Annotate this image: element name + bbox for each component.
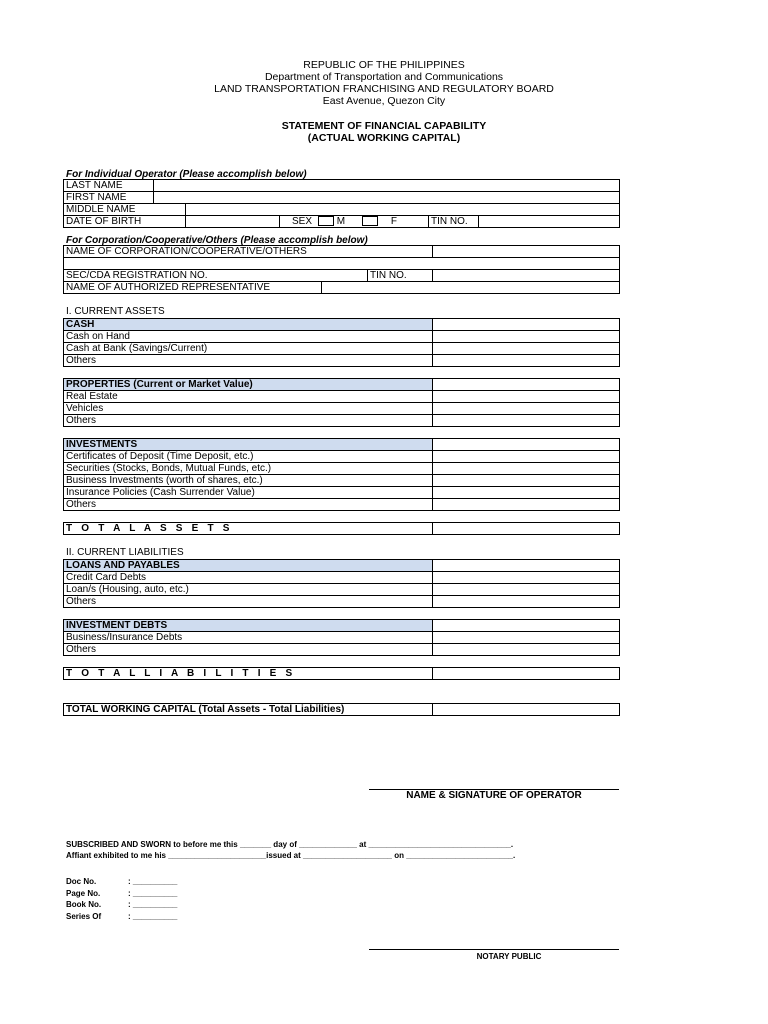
cash-at-bank-label: Cash at Bank (Savings/Current) xyxy=(64,343,433,355)
loans-others-label: Others xyxy=(64,596,433,608)
table-row xyxy=(64,632,620,644)
table-row xyxy=(64,668,620,680)
middle-name-label: MIDDLE NAME xyxy=(64,204,186,216)
debts-others-label: Others xyxy=(64,644,433,656)
vehicles-value[interactable] xyxy=(433,403,620,415)
table-row xyxy=(64,584,620,596)
table-row xyxy=(64,704,620,716)
first-name-label: FIRST NAME xyxy=(64,192,154,204)
table-row xyxy=(64,403,620,415)
cash-at-bank-value[interactable] xyxy=(433,343,620,355)
table-row xyxy=(64,463,620,475)
table-row xyxy=(64,439,620,451)
table-row xyxy=(64,204,620,216)
male-checkbox[interactable] xyxy=(318,216,334,226)
credit-card-label: Credit Card Debts xyxy=(64,572,433,584)
page-no-label: Page No. xyxy=(66,889,101,898)
table-row xyxy=(64,216,620,228)
working-capital-table xyxy=(63,703,620,716)
corporation-name-field[interactable] xyxy=(433,246,620,258)
series-label: Series Of xyxy=(66,912,102,921)
table-row xyxy=(64,644,620,656)
loans-table xyxy=(63,559,620,608)
total-assets-value[interactable] xyxy=(433,523,620,535)
insurance-policies-label: Insurance Policies (Cash Surrender Value) xyxy=(64,487,433,499)
loans-others-value[interactable] xyxy=(433,596,620,608)
investment-debts-table xyxy=(63,619,620,656)
investments-others-value[interactable] xyxy=(433,499,620,511)
affiant-text: Affiant exhibited to me his ______________________issued at ____________________ on ________________________. xyxy=(66,851,516,860)
corp-tin-label: TIN NO. xyxy=(368,270,433,282)
table-row xyxy=(64,343,620,355)
table-row xyxy=(64,523,620,535)
doc-no-field: : __________ xyxy=(128,877,178,886)
corp-tin-field[interactable] xyxy=(433,270,620,282)
book-no-label: Book No. xyxy=(66,900,102,909)
corporation-section-heading: For Corporation/Cooperative/Others (Please accomplish below) xyxy=(66,235,368,246)
sex-label: SEX xyxy=(292,216,313,227)
table-row xyxy=(64,451,620,463)
real-estate-value[interactable] xyxy=(433,391,620,403)
corporation-name-label: NAME OF CORPORATION/COOPERATIVE/OTHERS xyxy=(64,246,433,258)
investment-debts-header: INVESTMENT DEBTS xyxy=(64,620,433,632)
business-investments-value[interactable] xyxy=(433,475,620,487)
doc-no-label: Doc No. xyxy=(66,877,97,886)
cash-others-label: Others xyxy=(64,355,433,367)
cash-on-hand-label: Cash on Hand xyxy=(64,331,433,343)
header-address: East Avenue, Quezon City xyxy=(322,95,446,107)
certificates-label: Certificates of Deposit (Time Deposit, etc.) xyxy=(64,451,433,463)
investments-table xyxy=(63,438,620,511)
table-row xyxy=(64,331,620,343)
properties-header: PROPERTIES (Current or Market Value) xyxy=(64,379,433,391)
real-estate-label: Real Estate xyxy=(64,391,433,403)
business-insurance-debts-label: Business/Insurance Debts xyxy=(64,632,433,644)
current-assets-heading: I. CURRENT ASSETS xyxy=(66,306,165,317)
book-no-field: : __________ xyxy=(128,900,178,909)
middle-name-field[interactable] xyxy=(186,204,620,216)
cash-table xyxy=(63,318,620,367)
table-row xyxy=(64,560,620,572)
table-row xyxy=(64,596,620,608)
cash-others-value[interactable] xyxy=(433,355,620,367)
table-row xyxy=(64,246,620,258)
female-checkbox[interactable] xyxy=(362,216,378,226)
table-row xyxy=(64,391,620,403)
dob-label: DATE OF BIRTH xyxy=(64,216,186,228)
cash-on-hand-value[interactable] xyxy=(433,331,620,343)
vehicles-label: Vehicles xyxy=(64,403,433,415)
total-assets-table xyxy=(63,522,620,535)
sex-cell xyxy=(280,216,429,228)
first-name-field[interactable] xyxy=(154,192,620,204)
loans-label: Loan/s (Housing, auto, etc.) xyxy=(64,584,433,596)
securities-value[interactable] xyxy=(433,463,620,475)
notary-label: NOTARY PUBLIC xyxy=(476,952,542,961)
total-liabilities-label: T O T A L L I A B I L I T I E S xyxy=(64,668,433,680)
authorized-rep-field[interactable] xyxy=(322,282,620,294)
table-row xyxy=(64,319,620,331)
insurance-policies-value[interactable] xyxy=(433,487,620,499)
working-capital-value[interactable] xyxy=(433,704,620,716)
dob-field[interactable] xyxy=(186,216,280,228)
table-row xyxy=(64,415,620,427)
individual-section-heading: For Individual Operator (Please accomplish below) xyxy=(66,169,307,180)
loans-value[interactable] xyxy=(433,584,620,596)
tin-label: TIN NO. xyxy=(429,216,479,228)
header-agency: LAND TRANSPORTATION FRANCHISING AND REGULATORY BOARD xyxy=(214,83,554,95)
table-row xyxy=(64,572,620,584)
table-row xyxy=(64,355,620,367)
corporation-table xyxy=(63,245,620,294)
certificates-value[interactable] xyxy=(433,451,620,463)
credit-card-value[interactable] xyxy=(433,572,620,584)
business-investments-label: Business Investments (worth of shares, etc.) xyxy=(64,475,433,487)
total-assets-label: T O T A L A S S E T S xyxy=(64,523,433,535)
notary-line xyxy=(369,949,619,950)
table-row xyxy=(64,180,620,192)
header-republic: REPUBLIC OF THE PHILIPPINES xyxy=(303,59,465,71)
last-name-label: LAST NAME xyxy=(64,180,154,192)
signature-label: NAME & SIGNATURE OF OPERATOR xyxy=(406,790,582,801)
table-row xyxy=(64,379,620,391)
table-row xyxy=(64,270,620,282)
sec-registration-label: SEC/CDA REGISTRATION NO. xyxy=(64,270,368,282)
table-row xyxy=(64,282,620,294)
securities-label: Securities (Stocks, Bonds, Mutual Funds, etc.) xyxy=(64,463,433,475)
loans-header: LOANS AND PAYABLES xyxy=(64,560,433,572)
investments-header: INVESTMENTS xyxy=(64,439,433,451)
document-subtitle: (ACTUAL WORKING CAPITAL) xyxy=(307,132,461,144)
working-capital-label: TOTAL WORKING CAPITAL (Total Assets - Total Liabilities) xyxy=(64,704,433,716)
total-liabilities-table xyxy=(63,667,620,680)
tin-field[interactable] xyxy=(479,216,620,228)
document-title: STATEMENT OF FINANCIAL CAPABILITY xyxy=(281,120,487,132)
current-liabilities-heading: II. CURRENT LIABILITIES xyxy=(66,547,184,558)
table-row xyxy=(64,192,620,204)
business-insurance-debts-value[interactable] xyxy=(433,632,620,644)
total-liabilities-value[interactable] xyxy=(433,668,620,680)
investments-others-label: Others xyxy=(64,499,433,511)
properties-table xyxy=(63,378,620,427)
male-label: M xyxy=(336,216,346,227)
page-no-field: : __________ xyxy=(128,889,178,898)
series-field: : __________ xyxy=(128,912,178,921)
last-name-field[interactable] xyxy=(154,180,620,192)
properties-others-label: Others xyxy=(64,415,433,427)
header-department: Department of Transportation and Communications xyxy=(264,71,504,83)
table-row xyxy=(64,475,620,487)
female-label: F xyxy=(390,216,398,227)
subscribed-sworn-text: SUBSCRIBED AND SWORN to before me this _______ day of _____________ at ________________________________. xyxy=(66,840,514,849)
cash-header: CASH xyxy=(64,319,433,331)
authorized-rep-label: NAME OF AUTHORIZED REPRESENTATIVE xyxy=(64,282,322,294)
debts-others-value[interactable] xyxy=(433,644,620,656)
corporation-name-continuation[interactable] xyxy=(64,258,620,270)
table-row xyxy=(64,487,620,499)
properties-others-value[interactable] xyxy=(433,415,620,427)
table-row xyxy=(64,620,620,632)
table-row xyxy=(64,258,620,270)
individual-table xyxy=(63,179,620,228)
table-row xyxy=(64,499,620,511)
